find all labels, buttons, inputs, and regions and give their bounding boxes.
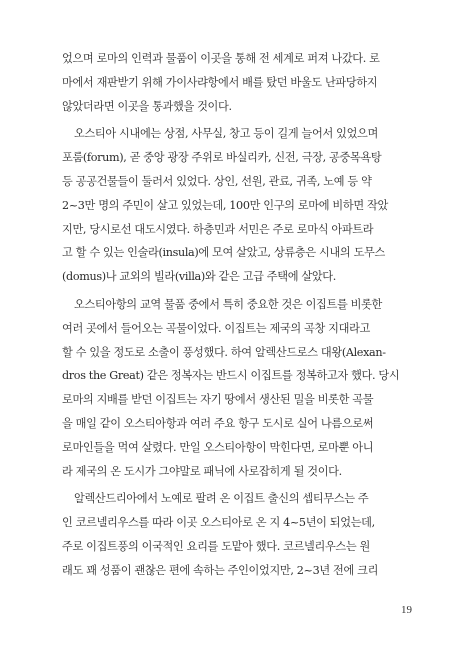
body-text bbox=[62, 47, 412, 583]
text-line: 로마인들을 먹여 살렸다. 만일 오스티아항이 막힌다면, 로마뿐 아니 bbox=[62, 440, 374, 454]
text-line: 로마의 지배를 받던 이집트는 자기 땅에서 생산된 밀을 비롯한 곡물 bbox=[62, 393, 374, 407]
text-line: 알렉산드리아에서 노예로 팔려 온 이집트 출신의 셉티무스는 주 bbox=[74, 492, 369, 506]
text-line: 2~3만 명의 주민이 살고 있었는데, 100만 인구의 로마에 비하면 작았 bbox=[62, 198, 388, 212]
paragraph-4 bbox=[62, 487, 412, 582]
text-line: 래도 꽤 성품이 괜찮은 편에 속하는 주인이었지만, 2~3년 전에 크리 bbox=[62, 563, 379, 577]
text-line: 인 코르넬리우스를 따라 이곳 오스티아로 온 지 4~5년이 되었는데, bbox=[62, 516, 375, 530]
text-line: 지만, 당시로선 대도시였다. 하층민과 서민은 주로 로마식 아파트라 bbox=[62, 222, 374, 236]
text-line: 라 제국의 온 도시가 그야말로 패닉에 사로잡히게 될 것이다. bbox=[62, 464, 342, 478]
text-line: 을 매일 같이 오스티아항과 여러 주요 항구 도시로 실어 나름으로써 bbox=[62, 416, 374, 430]
text-line: 않았더라면 이곳을 통과했을 것이다. bbox=[62, 99, 232, 113]
text-line: 할 수 있을 정도로 소출이 풍성했다. 하여 알렉산드로스 대왕(Alexan- bbox=[62, 345, 386, 359]
text-line: 오스티아항의 교역 물품 중에서 특히 중요한 것은 이집트를 비롯한 bbox=[74, 297, 382, 311]
text-line: 주로 이집트풍의 이국적인 요리를 도맡아 했다. 코르넬리우스는 원 bbox=[62, 539, 370, 553]
page-number: 19 bbox=[401, 604, 412, 616]
text-line: 었으며 로마의 인력과 물품이 이곳을 통해 전 세계로 퍼져 나갔다. 로 bbox=[62, 52, 380, 65]
text-line: dros the Great) 같은 정복자는 반드시 이집트를 정복하고자 했다. 당시 bbox=[62, 369, 400, 383]
text-line: 오스티아 시내에는 상점, 사무실, 창고 등이 길게 늘어서 있었으며 bbox=[74, 127, 378, 141]
paragraph-1 bbox=[62, 47, 412, 118]
text-line: 포룸(forum), 곧 중앙 광장 주위로 바실리카, 신전, 극장, 공중목욕탕 bbox=[62, 151, 382, 165]
text-line: 마에서 재판받기 위해 가이사랴항에서 배를 탔던 바울도 난파당하지 bbox=[62, 75, 378, 89]
text-line: 고 할 수 있는 인술라(insula)에 모여 살았고, 상류층은 시내의 도무스 bbox=[62, 246, 385, 260]
paragraph-3 bbox=[62, 293, 412, 483]
paragraph-2 bbox=[62, 122, 412, 289]
text-line: 등 공공건물들이 둘러서 있었다. 상인, 선원, 관료, 귀족, 노예 등 약 bbox=[62, 174, 372, 188]
text-line: (domus)나 교외의 빌라(villa)와 같은 고급 주택에 살았다. bbox=[62, 270, 336, 284]
text-line: 여러 곳에서 들어오는 곡물이었다. 이집트는 제국의 곡창 지대라고 bbox=[62, 321, 370, 335]
